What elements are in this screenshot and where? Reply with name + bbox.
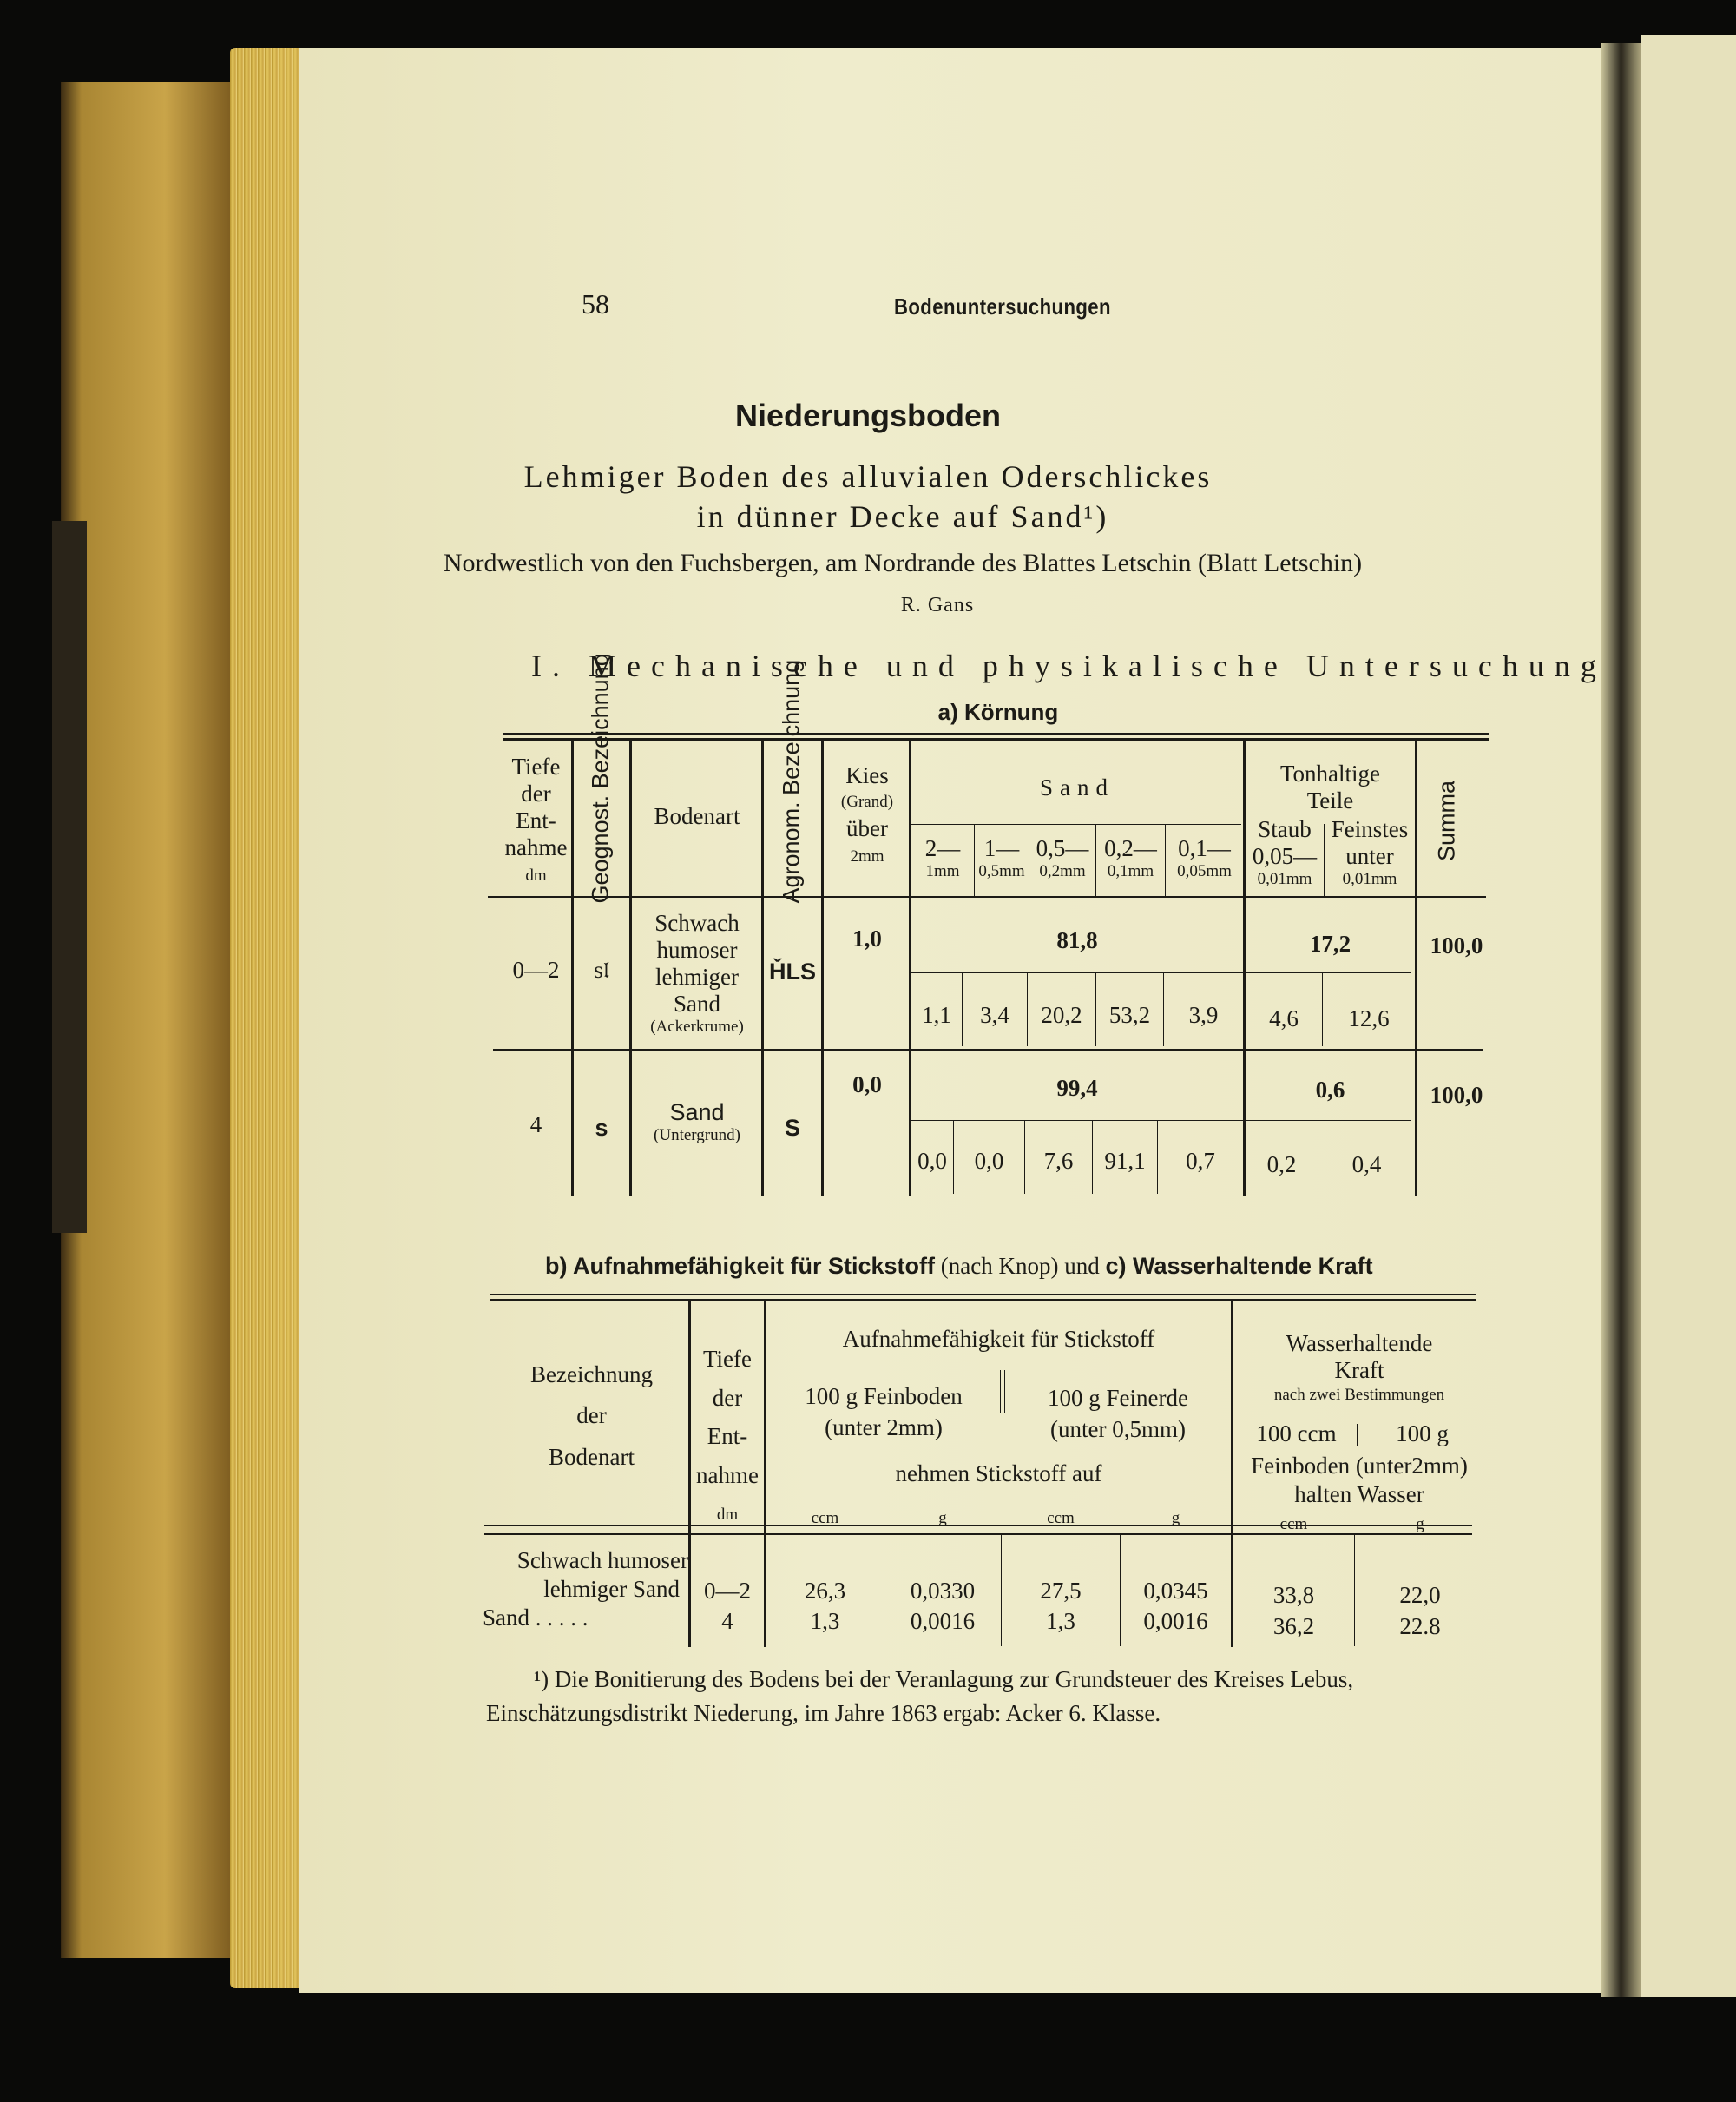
rule (503, 738, 1489, 741)
rule (911, 972, 1410, 973)
row1-sand-total: 81,8 (1056, 927, 1098, 953)
b-row1-v6: 22,0 (1399, 1582, 1441, 1608)
subtitle-line-2: in dünner Decke auf Sand¹) (696, 499, 1109, 534)
row2-sand-01-005: 0,7 (1186, 1148, 1215, 1174)
section-title: I. Mechanische und physikalische Untersuchung (531, 649, 1607, 683)
b-row1-label: Schwach humoser lehmiger Sand (516, 1547, 688, 1602)
b-row2-v6: 22.8 (1399, 1613, 1441, 1639)
book-spine-shadow (52, 521, 87, 1233)
header-sand: Sand (1040, 774, 1115, 801)
row1-staub: 4,6 (1269, 1005, 1299, 1031)
row2-feinstes: 0,4 (1351, 1151, 1382, 1177)
row1-sand-05-02: 20,2 (1041, 1002, 1082, 1028)
row1-feinstes: 12,6 (1348, 1005, 1390, 1031)
b-unit-g-2: g (1171, 1509, 1180, 1527)
b-header-bezeichnung: Bezeichnung der Bodenart (530, 1361, 653, 1470)
author: R. Gans (900, 594, 975, 616)
table-a-heading: a) Körnung (937, 699, 1059, 725)
header-summa: Summa (1433, 780, 1460, 862)
row2-ton-total: 0,6 (1315, 1077, 1345, 1103)
rule (503, 733, 1489, 735)
row2-summa: 100,0 (1430, 1082, 1483, 1108)
row1-geognost: s𝔩 (594, 957, 609, 983)
b-row1-v3: 27,5 (1040, 1578, 1082, 1604)
running-head: Bodenuntersuchungen (894, 293, 1111, 320)
b-row2-v1: 1,3 (810, 1608, 840, 1634)
book-gutter (1601, 43, 1641, 1997)
b-header-wasser: Wasserhaltende Kraft nach zwei Bestimmungen (1273, 1330, 1445, 1405)
header-kies: Kies (Grand) über 2mm (840, 762, 894, 866)
page-edges (230, 48, 308, 1988)
rule (490, 1299, 1476, 1301)
b-unit-ccm-2: ccm (1047, 1509, 1075, 1527)
header-sand-1-05: 1— 0,5mm (978, 835, 1025, 881)
b-unit-ccm-3: ccm (1279, 1515, 1308, 1533)
row2-sand-total: 99,4 (1056, 1075, 1098, 1101)
b-unit-g-3: g (1416, 1515, 1424, 1533)
rule (493, 1049, 1483, 1051)
b-header-tiefe: Tiefe der Ent- nahme dm (696, 1346, 759, 1525)
b-row2-v5: 36,2 (1272, 1613, 1315, 1639)
b-row1-v1: 26,3 (804, 1578, 846, 1604)
b-row1-tiefe: 0—2 (704, 1578, 751, 1604)
rule (1357, 1424, 1358, 1446)
b-header-wasser-line2: Feinboden (unter2mm) (1251, 1453, 1468, 1479)
facing-page (1641, 35, 1736, 1997)
row1-ton-total: 17,2 (1309, 931, 1351, 957)
b-unit-ccm-1: ccm (811, 1509, 839, 1527)
row1-tiefe: 0—2 (512, 957, 560, 983)
row2-agronom: S (784, 1115, 800, 1141)
header-feinstes: Feinstes unter 0,01mm (1331, 816, 1409, 889)
rule (490, 1294, 1476, 1295)
row1-summa: 100,0 (1430, 932, 1483, 959)
location-line: Nordwestlich von den Fuchsbergen, am Nordrande des Blattes Letschin (Blatt Letschin) (443, 549, 1363, 577)
b-header-feinerde: 100 g Feinerde (unter 0,5mm) (1048, 1385, 1188, 1443)
b-header-wasser-line3: halten Wasser (1294, 1481, 1424, 1507)
rule (911, 1120, 1410, 1121)
table-b-heading: b) Aufnahmefähigkeit für Stickstoff (nach Knop) und c) Wasserhaltende Kraft (545, 1253, 1373, 1279)
b-header-nehmen: nehmen Stickstoff auf (895, 1460, 1102, 1486)
row1-sand-01-005: 3,9 (1188, 1002, 1219, 1028)
row1-bodenart: Schwach humoser lehmiger Sand (Ackerkrume) (650, 910, 744, 1037)
row2-staub: 0,2 (1266, 1151, 1297, 1177)
b-row1-v2: 0,0330 (910, 1578, 976, 1604)
row2-tiefe: 4 (529, 1111, 542, 1137)
header-agronom: Agronom. Bezeichnung (778, 659, 805, 904)
b-header-wasser-ccm: 100 ccm (1256, 1420, 1337, 1446)
row1-kies: 1,0 (852, 926, 882, 952)
row1-sand-2-1: 1,1 (922, 1002, 951, 1028)
b-header-wasser-g: 100 g (1396, 1420, 1449, 1446)
row2-geognost: s (595, 1115, 608, 1141)
b-row2-v4: 0,0016 (1143, 1608, 1208, 1634)
book-edge-left (61, 82, 234, 1958)
header-sand-2-1: 2— 1mm (924, 835, 961, 881)
row2-kies: 0,0 (852, 1071, 882, 1097)
header-tonhaltige: Tonhaltige Teile (1279, 761, 1381, 814)
row2-sand-1-05: 0,0 (974, 1148, 1004, 1174)
header-tiefe: Tiefe der Ent- nahme dm (504, 754, 568, 886)
header-staub: Staub 0,05— 0,01mm (1252, 816, 1318, 889)
row2-sand-2-1: 0,0 (917, 1148, 947, 1174)
row2-sand-02-01: 91,1 (1104, 1148, 1146, 1174)
subtitle-line-1: Lehmiger Boden des alluvialen Oderschlickes (523, 459, 1213, 494)
header-bodenart: Bodenart (654, 803, 740, 829)
b-row2-v3: 1,3 (1046, 1608, 1075, 1634)
rule (1415, 741, 1417, 1196)
b-unit-g-1: g (938, 1509, 947, 1527)
b-row2-label: Sand . . . . . (483, 1605, 589, 1631)
header-sand-05-02: 0,5— 0,2mm (1036, 835, 1089, 881)
row1-agronom: ȞLS (769, 959, 816, 985)
b-header-feinboden: 100 g Feinboden (unter 2mm) (805, 1383, 963, 1441)
row2-sand-05-02: 7,6 (1043, 1148, 1074, 1174)
page-number: 58 (582, 288, 609, 320)
page-title: Niederungsboden (734, 398, 1002, 433)
footnote: ¹) Die Bonitierung des Bodens bei der Veranlagung zur Grundsteuer des Kreises Lebus, Einschätzungsdistrikt Niederung, im Jahre 1863 ergab: Acker 6. Klasse. (486, 1666, 1354, 1727)
header-sand-02-01: 0,2— 0,1mm (1104, 835, 1157, 881)
rule (911, 824, 1241, 825)
header-geognost: Geognost. Bezeichnung (587, 653, 614, 904)
row2-bodenart: Sand (Untergrund) (654, 1099, 740, 1145)
header-sand-01-005: 0,1— 0,05mm (1177, 835, 1232, 881)
b-row2-v2: 0,0016 (910, 1608, 976, 1634)
b-row1-v4: 0,0345 (1143, 1578, 1208, 1604)
b-row2-tiefe: 4 (721, 1608, 733, 1634)
rule (488, 896, 1486, 898)
row1-sand-1-05: 3,4 (980, 1002, 1009, 1028)
b-row1-v5: 33,8 (1272, 1582, 1315, 1608)
row1-sand-02-01: 53,2 (1108, 1002, 1151, 1028)
b-header-aufnahme: Aufnahmefähigkeit für Stickstoff (842, 1326, 1155, 1352)
rule (821, 741, 824, 1196)
